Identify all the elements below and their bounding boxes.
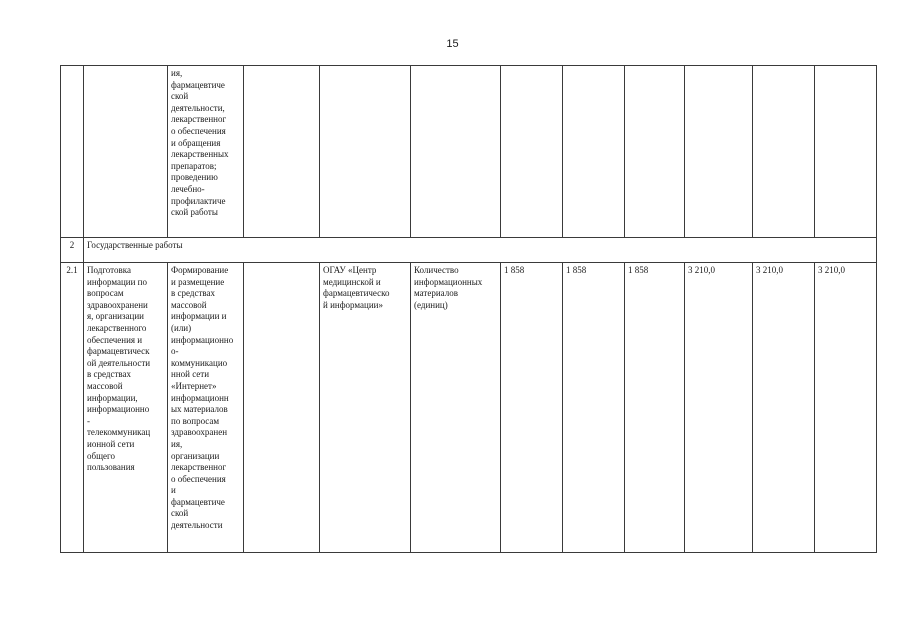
- table-row: [61, 263, 877, 553]
- value-cell: 1 858: [625, 263, 685, 553]
- table-cell: [563, 66, 625, 238]
- section-row: [61, 238, 877, 263]
- section-number: 2: [61, 238, 84, 263]
- table-cell: [815, 66, 877, 238]
- value-cell: 3 210,0: [753, 263, 815, 553]
- indicator-cell: Количество информационных материалов (единиц): [411, 263, 501, 553]
- table-cell: [244, 66, 320, 238]
- table-cell-content: ия, фармацевтиче ской деятельности, лекарственног о обеспечения и обращения лекарственных препаратов; проведению лечебно- профилактиче ской работы: [168, 66, 244, 238]
- table-cell: [244, 263, 320, 553]
- table-row: [61, 66, 877, 238]
- value-cell: 3 210,0: [815, 263, 877, 553]
- table-cell: [685, 66, 753, 238]
- task-content-cell: Формирование и размещение в средствах массовой информации и (или) информационно о- коммуникацио нной сети «Интернет» информационн ых материалов по вопросам здравоохранен ия, организации лекарственног о обеспечения и фармацевтиче ской деятельности: [168, 263, 244, 553]
- value-cell: 3 210,0: [685, 263, 753, 553]
- table-cell: [61, 66, 84, 238]
- table-cell: [320, 66, 411, 238]
- value-cell: 1 858: [563, 263, 625, 553]
- program-table: [60, 65, 877, 553]
- table-cell: [625, 66, 685, 238]
- page-number: 15: [446, 38, 459, 50]
- executor-cell: ОГАУ «Центр медицинской и фармацевтическо й информации»: [320, 263, 411, 553]
- table-cell: [84, 66, 168, 238]
- table-cell: [411, 66, 501, 238]
- table-cell: [501, 66, 563, 238]
- task-name-cell: Подготовка информации по вопросам здравоохранени я, организации лекарственного обеспечения и фармацевтическ ой деятельности в средствах массовой информации, информационно - телекоммуникац ионной сети общего пользования: [84, 263, 168, 553]
- value-cell: 1 858: [501, 263, 563, 553]
- table-cell: [753, 66, 815, 238]
- row-number: 2.1: [61, 263, 84, 553]
- section-title: Государственные работы: [84, 238, 877, 263]
